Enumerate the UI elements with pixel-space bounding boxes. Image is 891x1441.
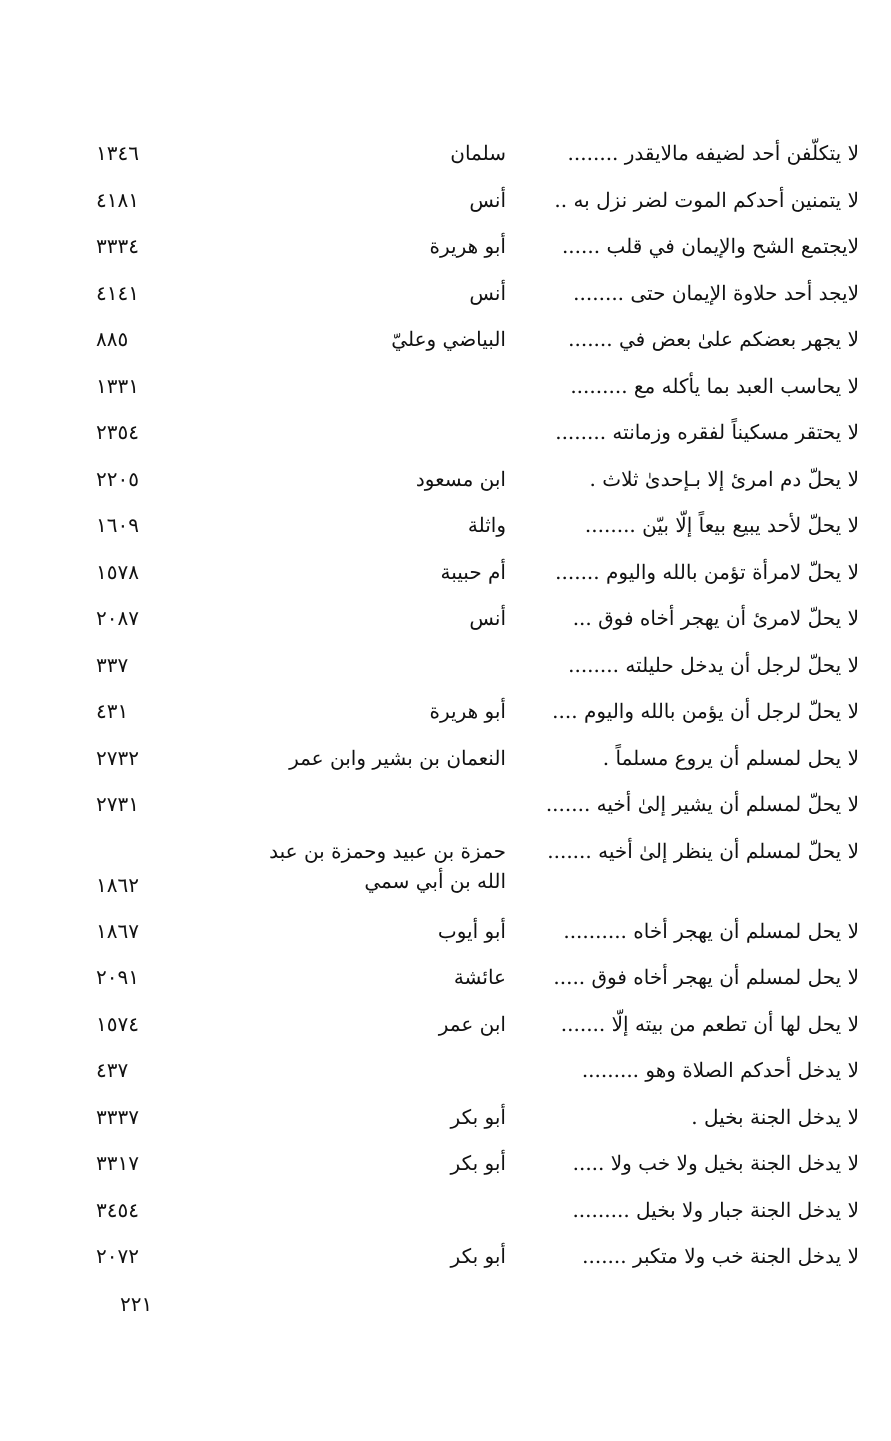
index-row [0,134,891,181]
hadith-text: لا يحلّ لأحد يبيع بيعاً إلّا بيّن ........ [584,513,859,537]
hadith-number: ٣٤٥٤ [96,1197,139,1222]
hadith-text: لايجتمع الشح والإيمان في قلب ...... [561,234,859,258]
narrator: أنس [469,280,506,305]
index-row [0,785,891,832]
hadith-number: ٢٣٥٤ [96,420,139,444]
index-row [0,912,891,959]
index-row [0,274,891,321]
hadith-text: لا يتمنين أحدكم الموت لضر نزل به .. [554,187,859,212]
hadith-text: لا يحلّ لرجل أن يدخل حليلته ........ [568,652,859,677]
narrator: أبو هريرة [429,234,506,258]
hadith-number: ٣٣٣٤ [96,234,139,258]
hadith-text: لا يحلّ لرجل أن يؤمن بالله واليوم .... [552,699,859,723]
narrator: النعمان بن بشير وابن عمر [289,745,506,770]
hadith-number: ٤٣١ [96,699,129,723]
hadith-text: لا يدخل الجنة جبار ولا بخيل ......... [572,1197,859,1222]
hadith-text: لا يحل لمسلم أن يهجر أخاه فوق ..... [553,965,859,989]
hadith-number: ١٨٦٧ [96,918,139,943]
index-row [0,599,891,646]
narrator: أبو بكر [450,1151,506,1175]
index-row [0,958,891,1005]
hadith-number: ٢٢٠٥ [96,466,139,491]
narrator: أبو بكر [450,1104,506,1129]
hadith-number: ٢٠٨٧ [96,606,139,630]
narrator: ابن مسعود [415,466,506,491]
index-row [0,506,891,553]
narrator: البياضي وعليّ [391,327,506,351]
index-row [0,1191,891,1238]
narrator: أبو بكر [450,1244,506,1268]
index-row [0,739,891,786]
hadith-text: لا يحل لمسلم أن يروع مسلماً . [602,745,859,770]
hadith-text: لا يحل لها أن تطعم من بيته إلّا ....... [560,1011,859,1036]
narrator: أم حبيبة [440,559,506,584]
hadith-text: لايجد أحد حلاوة الإيمان حتى ........ [573,280,859,305]
index-row [0,413,891,460]
index-row [0,646,891,693]
index-row [0,227,891,274]
hadith-number: ٣٣٣٧ [96,1104,139,1129]
narrator: سلمان [450,141,506,165]
narrator: ابن عمر [438,1011,506,1036]
hadith-text: لا يحلّ دم امرئ إلا بـإحدىٰ ثلاث . [589,466,859,491]
hadith-number: ٢٠٩١ [96,965,139,989]
hadith-number: ٣٣٧ [96,652,129,677]
narrator: حمزة بن عبيد وحمزة بن عبد الله بن أبي سمي [269,838,506,893]
page-number: ٢٢١ [120,1292,153,1316]
hadith-number: ٤١٨١ [96,187,139,212]
narrator: أنس [469,187,506,212]
hadith-number: ٣٣١٧ [96,1151,139,1175]
hadith-text: لا يجهر بعضكم علىٰ بعض في ....... [568,327,859,351]
hadith-text: لا يحل لمسلم أن يهجر أخاه .......... [563,918,859,943]
narrator: أبو أيوب [437,918,506,943]
hadith-text: لا يتكلّفن أحد لضيفه مالايقدر ........ [567,141,859,165]
index-row [0,1098,891,1145]
hadith-number: ٨٨٥ [96,327,129,351]
hadith-text: لا يحتقر مسكيناً لفقره وزمانته ........ [555,420,859,444]
hadith-number: ١٣٤٦ [96,141,139,165]
hadith-text: لا يحاسب العبد بما يأكله مع ......... [570,373,859,398]
index-row [0,553,891,600]
hadith-number: ٢٠٧٢ [96,1244,139,1268]
hadith-number: ١٥٧٨ [96,559,139,584]
narrator: عائشة [453,965,506,989]
hadith-index-list [0,134,891,1284]
index-row [0,832,891,912]
index-row [0,181,891,228]
hadith-number: ١٥٧٤ [96,1011,139,1036]
hadith-text: لا يحلّ لامرأة تؤمن بالله واليوم ....... [555,559,859,584]
index-row [0,1237,891,1284]
hadith-number: ٢٧٣١ [96,792,139,816]
hadith-text: لا يحلّ لامرئ أن يهجر أخاه فوق ... [572,606,859,630]
hadith-number: ١٣٣١ [96,373,139,398]
index-row [0,460,891,507]
hadith-text: لا يدخل الجنة بخيل ولا خب ولا ..... [572,1151,859,1175]
hadith-number: ٢٧٣٢ [96,745,139,770]
narrator: أبو هريرة [429,699,506,723]
hadith-number: ٤٣٧ [96,1058,129,1082]
index-row [0,367,891,414]
hadith-number: ٤١٤١ [96,280,139,305]
index-row [0,692,891,739]
index-row [0,1005,891,1052]
index-row [0,320,891,367]
narrator: واثلة [467,513,506,537]
hadith-number: ١٨٦٢ [96,872,139,897]
index-row [0,1144,891,1191]
hadith-text: لا يحلّ لمسلم أن ينظر إلىٰ أخيه ....... [547,838,859,863]
hadith-text: لا يحلّ لمسلم أن يشير إلىٰ أخيه ....... [545,792,859,816]
index-row [0,1051,891,1098]
hadith-number: ١٦٠٩ [96,513,139,537]
hadith-text: لا يدخل أحدكم الصلاة وهو ......... [581,1058,859,1082]
narrator: أنس [469,606,506,630]
hadith-text: لا يدخل الجنة خب ولا متكبر ....... [582,1244,859,1268]
hadith-text: لا يدخل الجنة بخيل . [691,1104,859,1129]
